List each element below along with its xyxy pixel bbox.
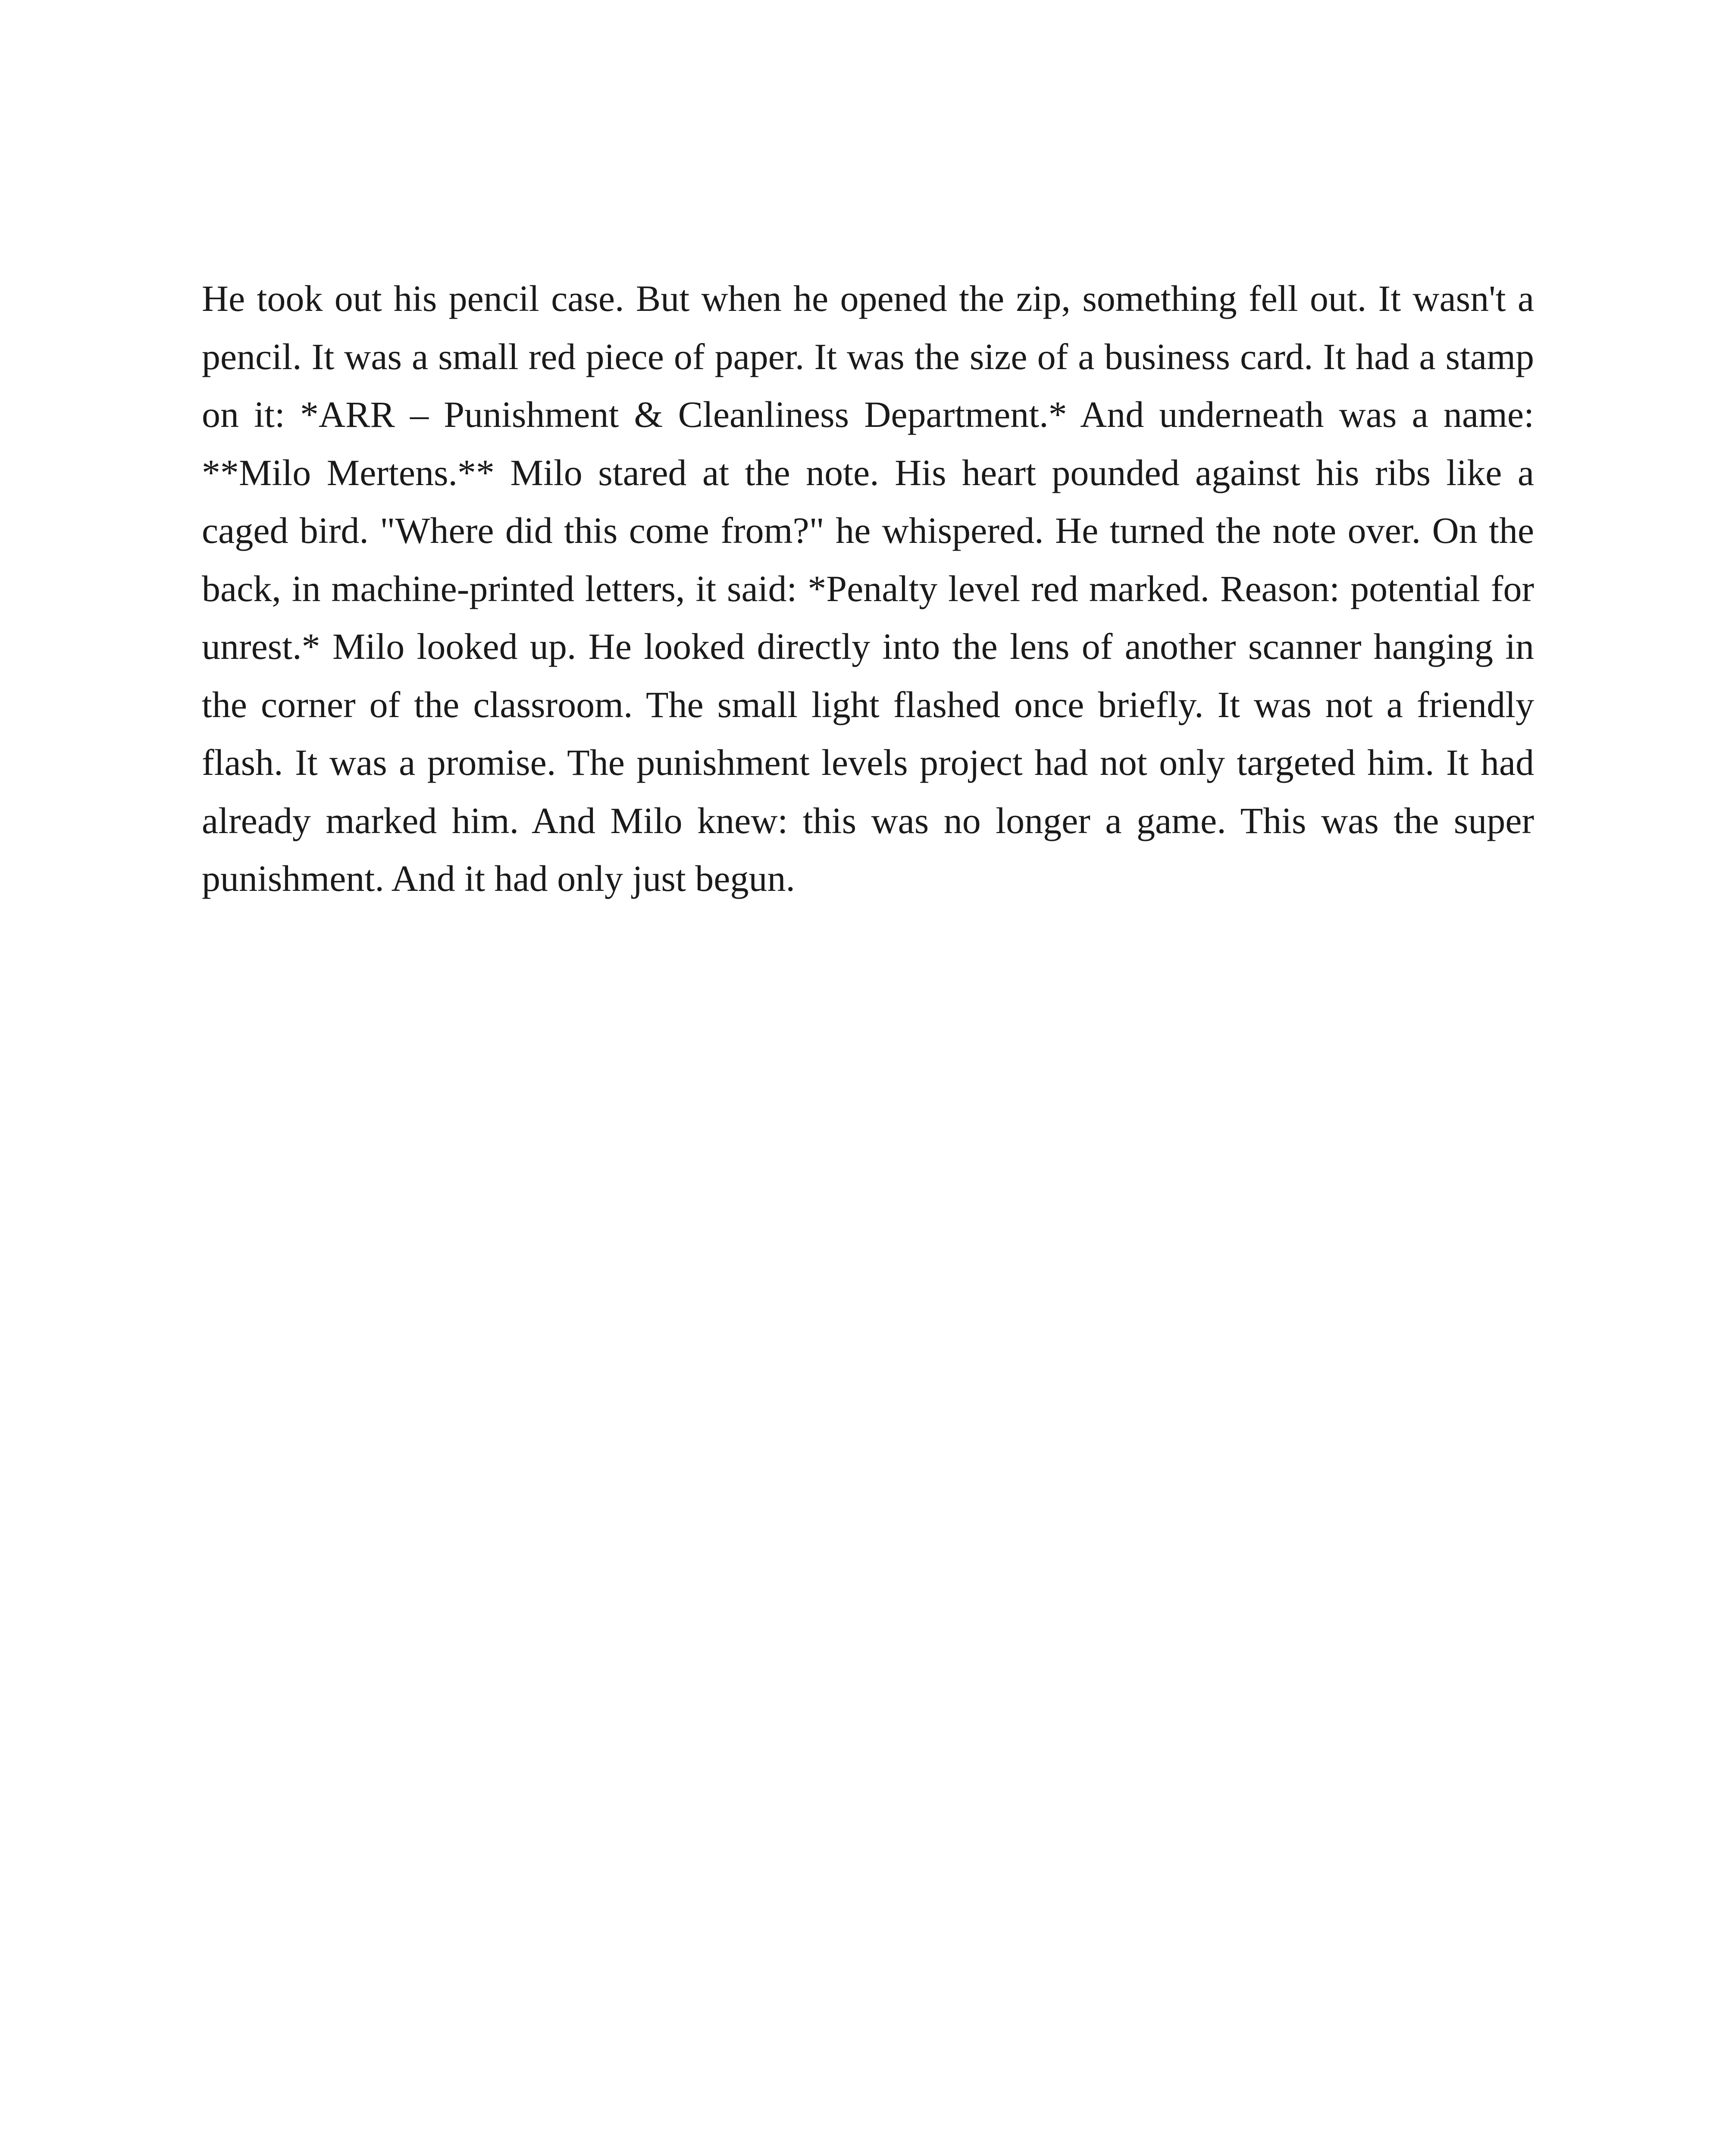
body-paragraph: He took out his pencil case. But when he opened the zip, something fell out. It wasn't a pencil. It was a small red piece of paper. It was the size of a business card. It had a stamp on it: *ARR – Punishment & Cleanliness Department.* And underneath was a name: **Milo Mertens.** Milo stared at the note. His heart pounded against his ribs like a caged bird. "Where did this come from?" he whispered. He turned the note over. On the back, in machine-printed letters, it said: *Penalty level red marked. Reason: potential for unrest.* Milo looked up. He looked directly into the lens of another scanner hanging in the corner of the classroom. The small light flashed once briefly. It was not a friendly flash. It was a promise. The punishment levels project had not only targeted him. It had already marked him. And Milo knew: this was no longer a game. This was the super punishment. And it had only just begun. [202, 278, 1534, 899]
